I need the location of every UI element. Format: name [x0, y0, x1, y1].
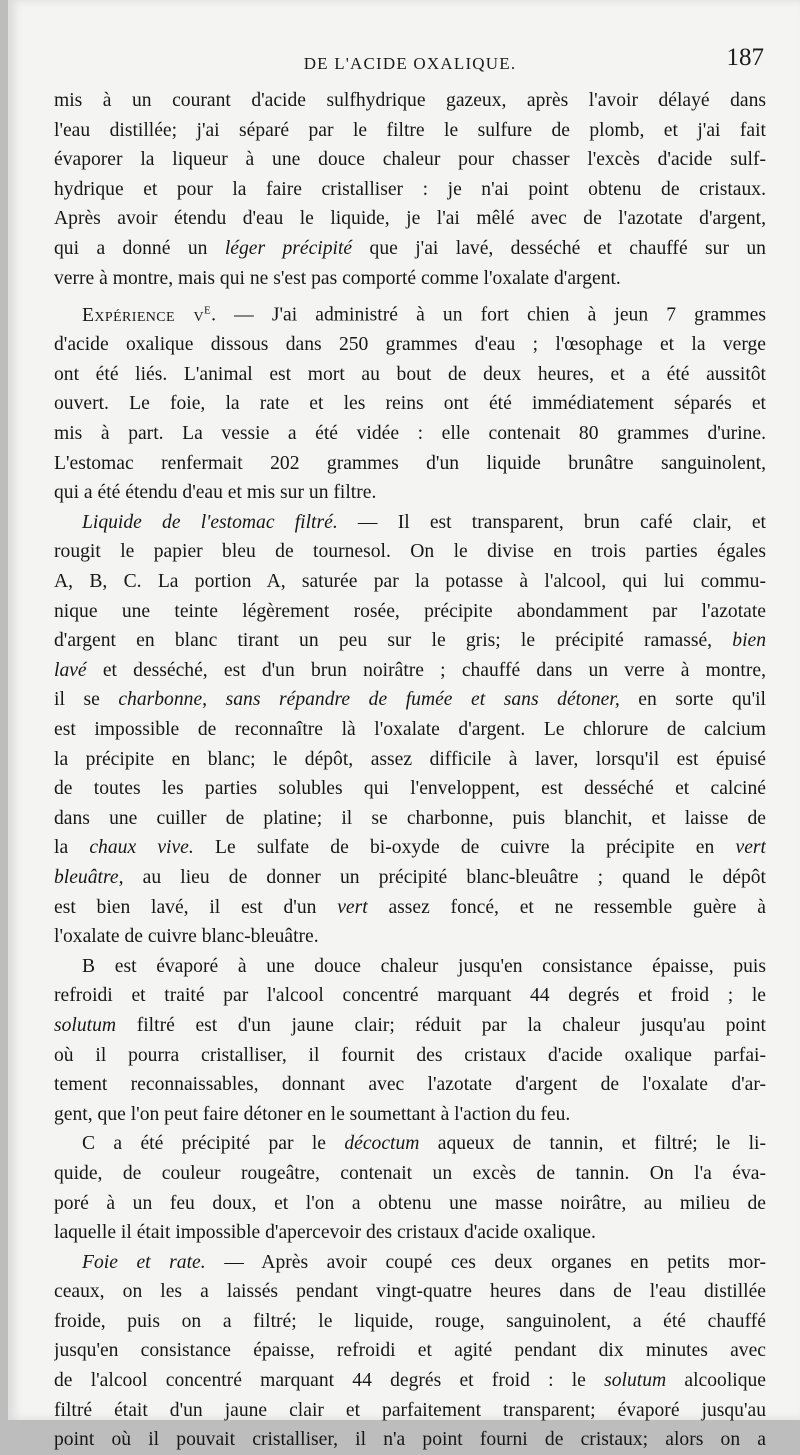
- text-line: laquelle il était impossible d'apercevoir des cristaux d'acide oxalique.: [54, 1222, 596, 1244]
- text-line: d'acide oxalique dissous dans 250 grammes d'eau ; l'œsophage et la verge: [54, 334, 766, 356]
- text-line: rougit le papier bleu de tournesol. On le divise en trois parties égales: [54, 541, 766, 563]
- section-heading: Foie et rate.: [82, 1251, 206, 1273]
- text-line: ouvert. Le foie, la rate et les reins ont été immédiatement séparés et: [54, 393, 766, 415]
- text-line: poré à un feu doux, et l'on a obtenu une masse noirâtre, au milieu de: [54, 1192, 766, 1214]
- italic-phrase: bien: [732, 630, 766, 652]
- text-line: l'eau distillée; j'ai séparé par le filtre le sulfure de plomb, et j'ai fait: [54, 119, 766, 141]
- text-line: froide, puis on a filtré; le liquide, rouge, sanguinolent, a été chauffé: [54, 1310, 766, 1332]
- text-line: d'argent en blanc tirant un peu sur le gris; le précipité ramassé, bien: [54, 630, 766, 652]
- text-line: est impossible de reconnaître là l'oxalate d'argent. Le chlorure de calcium: [54, 719, 766, 740]
- text-line: l'oxalate de cuivre blanc-bleuâtre.: [54, 926, 319, 948]
- italic-phrase: solutum: [604, 1370, 667, 1392]
- body-text: [54, 86, 766, 1455]
- text-line: ont été liés. L'animal est mort au bout de deux heures, et a été aussitôt: [54, 363, 766, 385]
- text-line: la chaux vive. Le sulfate de bi-oxyde de cuivre la précipite en vert: [54, 837, 766, 859]
- text-line: nique une teinte légèrement rosée, précipite abondamment par l'azotate: [54, 600, 766, 622]
- text-line: mis à un courant d'acide sulfhydrique gazeux, après l'avoir délayé dans: [54, 90, 766, 111]
- italic-phrase: léger précipité: [224, 237, 353, 259]
- text-line: il se charbonne, sans répandre de fumée et sans détoner, en sorte qu'il: [54, 689, 766, 711]
- italic-phrase: chaux vive.: [89, 837, 194, 859]
- italic-phrase: bleuâtre,: [54, 866, 124, 888]
- italic-phrase: décoctum: [344, 1133, 420, 1155]
- text-line: filtré était d'un jaune clair et parfaitement transparent; évaporé jusqu'au: [54, 1399, 766, 1421]
- text-line: de l'alcool concentré marquant 44 degrés et froid : le solutum alcoolique: [54, 1370, 766, 1392]
- running-head: [54, 44, 766, 80]
- text-line: ceaux, on les a laissés pendant vingt-quatre heures dans de l'eau distillée: [54, 1281, 766, 1303]
- text-line: dans une cuiller de platine; il se charbonne, puis blanchit, et laisse de: [54, 807, 766, 829]
- text-line: tement reconnaissables, donnant avec l'azotate d'argent de l'oxalate d'ar-: [54, 1074, 766, 1096]
- text-line: L'estomac renfermait 202 grammes d'un liquide brunâtre sanguinolent,: [54, 452, 766, 474]
- text-line: A, B, C. La portion A, saturée par la potasse à l'alcool, qui lui commu-: [54, 571, 766, 593]
- text-line: quide, de couleur rougeâtre, contenait un excès de tannin. On l'a éva-: [54, 1162, 766, 1184]
- text-line: point où il pouvait cristalliser, il n'a point fourni de cristaux; alors on a: [54, 1429, 766, 1451]
- paragraph-continuation: [54, 86, 766, 293]
- text-line: Après avoir étendu d'eau le liquide, je l'ai mêlé avec de l'azotate d'argent,: [54, 208, 766, 230]
- paragraph-experience-5: [54, 293, 766, 508]
- italic-phrase: solutum: [54, 1014, 117, 1036]
- section-heading: Liquide de l'estomac filtré.: [82, 511, 338, 533]
- book-page: [8, 0, 800, 1451]
- paragraph-portion-b: [54, 952, 766, 1130]
- text-line: verre à montre, mais qui ne s'est pas comporté comme l'oxalate d'argent.: [54, 267, 621, 289]
- text-line: gent, que l'on peut faire détoner en le soumettant à l'action du feu.: [54, 1103, 571, 1125]
- text-line: la précipite en blanc; le dépôt, assez difficile à laver, lorsqu'il est épuisé: [54, 748, 766, 770]
- text-line: refroidi et traité par l'alcool concentré marquant 44 degrés et froid ; le: [54, 985, 766, 1007]
- italic-phrase: charbonne, sans répandre de fumée et sans détoner,: [118, 689, 620, 711]
- italic-phrase: vert: [735, 837, 766, 859]
- page-number: 187: [726, 44, 764, 71]
- text-line: jusqu'en consistance épaisse, refroidi et agité pendant dix minutes avec: [54, 1340, 766, 1362]
- paragraph-liver-spleen: [54, 1248, 766, 1455]
- text-line: où il pourra cristalliser, il fournit des cristaux d'acide oxalique parfai-: [54, 1044, 766, 1066]
- text-line: est bien lavé, il est d'un vert assez foncé, et ne ressemble guère à: [54, 896, 766, 918]
- text-line: hydrique et pour la faire cristalliser : je n'ai point obtenu de cristaux.: [54, 178, 766, 200]
- text-line: B est évaporé à une douce chaleur jusqu'en consistance épaisse, puis: [82, 955, 766, 977]
- text-line: Liquide de l'estomac filtré. — Il est transparent, brun café clair, et: [82, 511, 766, 533]
- paragraph-stomach-liquid: [54, 508, 766, 952]
- paragraph-portion-c: [54, 1129, 766, 1247]
- text-line: de toutes les parties solubles qui l'enveloppent, est desséché et calciné: [54, 778, 766, 800]
- text-line: bleuâtre, au lieu de donner un précipité blanc-bleuâtre ; quand le dépôt: [54, 866, 766, 888]
- text-line: évaporer la liqueur à une douce chaleur pour chasser l'excès d'acide sulf-: [54, 149, 766, 171]
- text-line: qui a donné un léger précipité que j'ai lavé, desséché et chauffé sur un: [54, 237, 766, 259]
- text-line: Foie et rate. — Après avoir coupé ces deux organes en petits mor-: [82, 1251, 766, 1273]
- running-title: DE L'ACIDE OXALIQUE.: [303, 54, 517, 73]
- text-line: Expérience $v^e$. — J'ai administré à un fort chien à jeun 7 grammes: [82, 298, 766, 326]
- text-line: mis à part. La vessie a été vidée : elle contenait 80 grammes d'urine.: [54, 423, 766, 445]
- text-line: qui a été étendu d'eau et mis sur un filtre.: [54, 482, 377, 504]
- text-line: lavé et desséché, est d'un brun noirâtre ; chauffé dans un verre à montre,: [54, 659, 766, 681]
- text-line: C a été précipité par le décoctum aqueux de tannin, et filtré; le li-: [82, 1133, 766, 1155]
- italic-phrase: vert: [337, 896, 368, 918]
- text-line: solutum filtré est d'un jaune clair; réduit par la chaleur jusqu'au point: [54, 1014, 766, 1036]
- experience-heading: Expérience $v^e$: [82, 298, 212, 326]
- italic-phrase: lavé: [54, 659, 87, 681]
